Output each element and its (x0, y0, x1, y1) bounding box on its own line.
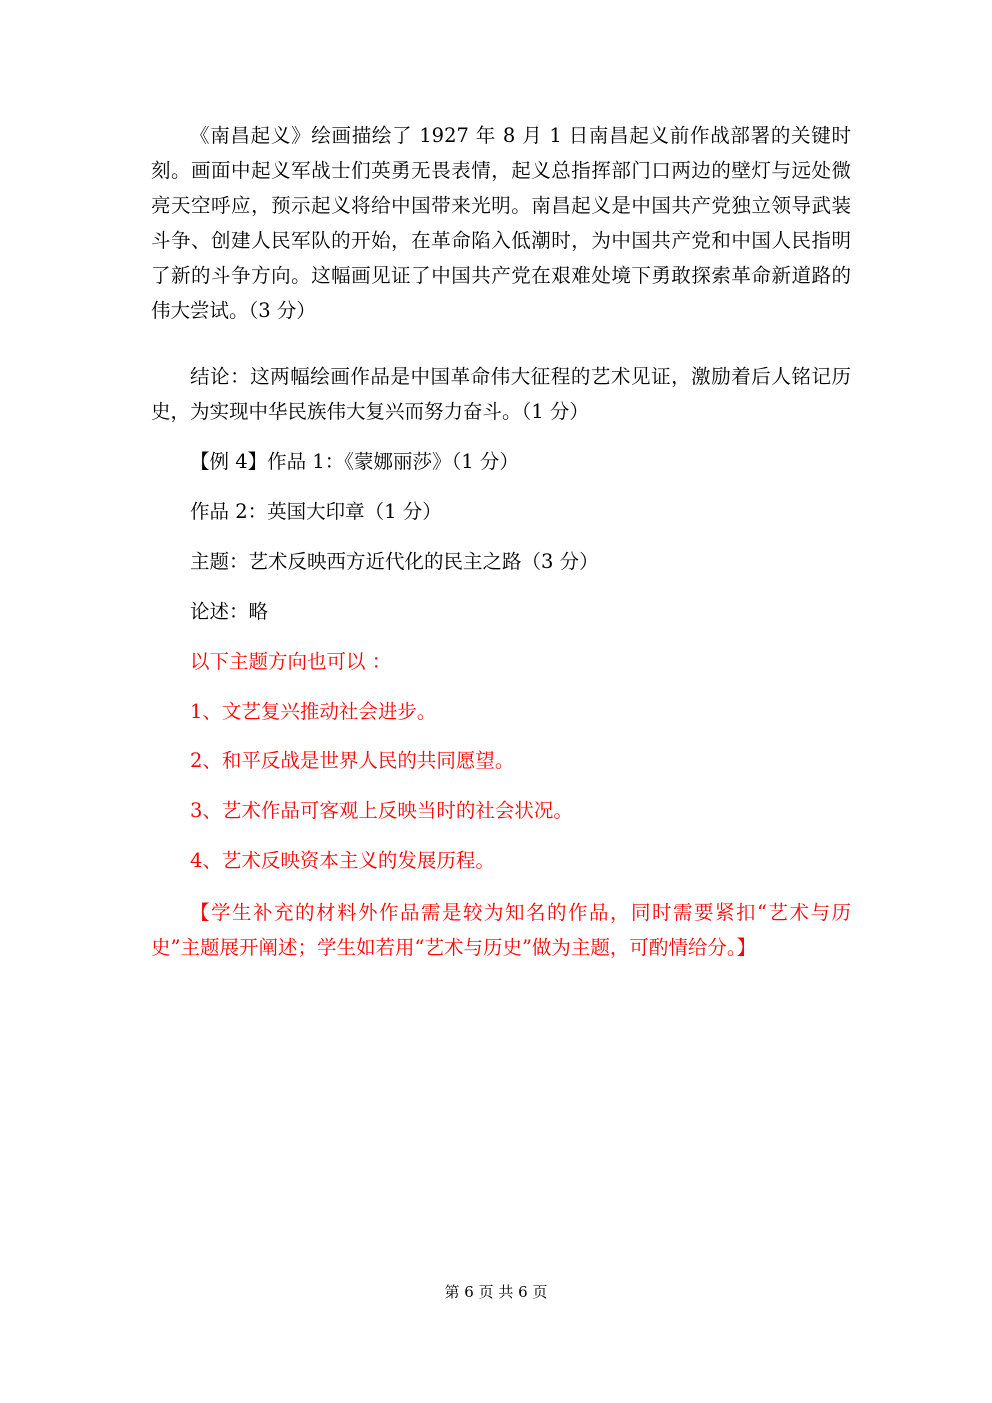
example4-discussion: 论述：略 (190, 600, 269, 623)
grading-note: 【学生补充的材料外作品需是较为知名的作品，同时需要紧扣“艺术与历史”主题展开阐述；学生如若用“艺术与历史”做为主题，可酌情给分。】 (151, 901, 851, 959)
alternative-item: 4、艺术反映资本主义的发展历程。 (190, 849, 495, 872)
alternatives-intro: 以下主题方向也可以 ： (190, 650, 392, 673)
example4-work1: 【例 4】作品 1：《蒙娜丽莎》（1 分） (190, 450, 519, 473)
conclusion-paragraph: 结论：这两幅绘画作品是中国革命伟大征程的艺术见证，激励着后人铭记历史，为实现中华民族伟大复兴而努力奋斗。（1 分） (151, 365, 851, 423)
page-footer: 第 6 页 共 6 页 (444, 1283, 548, 1301)
nanchang-uprising-paragraph: 《南昌起义》绘画描绘了 1927 年 8 月 1 日南昌起义前作战部署的关键时刻。画面中起义军战士们英勇无畏表情，起义总指挥部门口两边的壁灯与远处微亮天空呼应，预示起义将给中国带来光明。南昌起义是中国共产党独立领导武装斗争、创建人民军队的开始，在革命陷入低潮时，为中国共产党和中国人民指明了新的斗争方向。这幅画见证了中国共产党在艰难处境下勇敢探索革命新道路的伟大尝试。（3 分） (151, 124, 851, 322)
alternative-item: 3、艺术作品可客观上反映当时的社会状况。 (190, 799, 573, 822)
example4-work2: 作品 2：英国大印章（1 分） (190, 500, 442, 523)
alternative-item: 2、和平反战是世界人民的共同愿望。 (190, 749, 515, 772)
example4-theme: 主题：艺术反映西方近代化的民主之路（3 分） (190, 550, 599, 573)
alternative-item: 1、文艺复兴推动社会进步。 (190, 700, 437, 723)
